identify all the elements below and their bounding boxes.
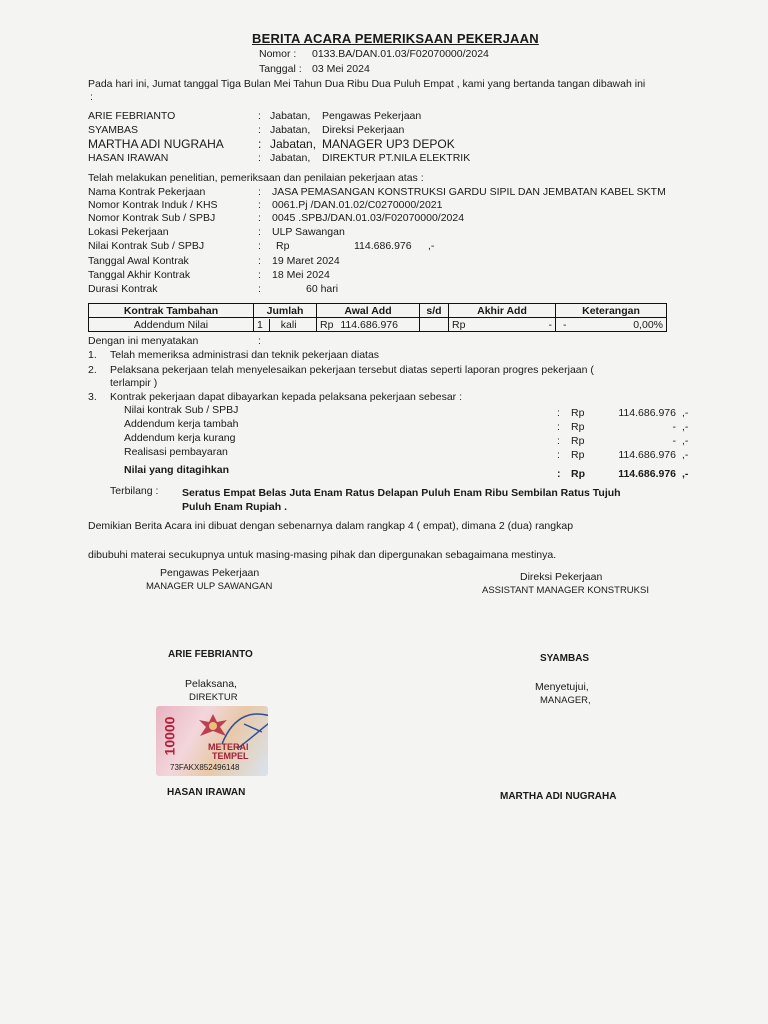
signer-name: ARIE FEBRIANTO xyxy=(88,110,176,122)
jumlah-unit: kali xyxy=(280,318,297,331)
signer-role: Direksi Pekerjaan xyxy=(322,124,405,136)
detail-value: JASA PEMASANGAN KONSTRUKSI GARDU SIPIL DAN JEMBATAN KABEL SKTM xyxy=(272,186,666,198)
detail-suffix: ,- xyxy=(428,240,435,252)
sig-bottom-left-name: HASAN IRAWAN xyxy=(167,787,246,798)
detail-value: 60 hari xyxy=(306,283,339,295)
akhir-currency: Rp xyxy=(452,318,466,331)
detail-value: 19 Maret 2024 xyxy=(272,255,340,267)
sig-bottom-left-role: Pelaksana, xyxy=(185,678,237,690)
sig-right-role: Direksi Pekerjaan xyxy=(520,571,603,583)
statement-intro: Dengan ini menyatakan xyxy=(88,335,199,347)
signer-label: Jabatan, xyxy=(270,137,317,151)
payment-value: 114.686.976 xyxy=(618,407,676,419)
detail-sep: : xyxy=(258,186,261,198)
detail-sep: : xyxy=(258,226,261,238)
sig-bottom-right-name: MARTHA ADI NUGRAHA xyxy=(500,791,617,802)
stamp-label-meterai: METERAI xyxy=(208,742,249,752)
statement-text-cont: terlampir ) xyxy=(110,377,158,389)
detail-label: Tanggal Awal Kontrak xyxy=(88,255,189,267)
payment-currency: Rp xyxy=(571,421,585,433)
payment-label: Addendum kerja kurang xyxy=(124,432,236,444)
table-row xyxy=(89,318,667,332)
payment-sep: : xyxy=(557,449,560,461)
detail-sep: : xyxy=(258,283,261,295)
intro-line: Pada hari ini, Jumat tanggal Tiga Bulan Mei Tahun Dua Ribu Dua Puluh Empat , kami yang bertanda tangan dibawah ini xyxy=(88,78,646,90)
table-cell-awal xyxy=(317,318,420,332)
signer-name: HASAN IRAWAN xyxy=(88,152,169,164)
signer-label: Jabatan, xyxy=(270,152,311,164)
detail-label: Nama Kontrak Pekerjaan xyxy=(88,186,206,198)
payment-sep: : xyxy=(557,468,561,480)
nomor-value: 0133.BA/DAN.01.03/F02070000/2024 xyxy=(312,48,489,60)
stamp-label-tempel: TEMPEL xyxy=(212,751,249,761)
sig-left-name: ARIE FEBRIANTO xyxy=(168,649,253,660)
sig-left-title: MANAGER ULP SAWANGAN xyxy=(146,581,273,592)
payment-sep: : xyxy=(557,435,560,447)
signer-sep: : xyxy=(258,152,261,164)
sig-left-role: Pengawas Pekerjaan xyxy=(160,567,260,579)
sig-right-name: SYAMBAS xyxy=(540,653,590,664)
signer-sep: : xyxy=(258,110,261,122)
nomor-label: Nomor : xyxy=(259,48,297,60)
jumlah-num: 1 xyxy=(257,319,270,331)
statement-text: Pelaksana pekerjaan telah menyelesaikan pekerjaan tersebut diatas seperti laporan progres pekerjaan ( xyxy=(110,364,594,376)
signer-name: SYAMBAS xyxy=(88,124,138,136)
detail-label: Nomor Kontrak Induk / KHS xyxy=(88,199,218,211)
statement-num: 3. xyxy=(88,391,97,403)
sig-right-title: ASSISTANT MANAGER KONSTRUKSI xyxy=(482,585,649,596)
detail-value: 0061.Pj /DAN.01.02/C0270000/2021 xyxy=(272,199,443,211)
detail-sep: : xyxy=(258,199,261,211)
payment-currency: Rp xyxy=(571,449,585,461)
signer-label: Jabatan, xyxy=(270,110,311,122)
statement-num: 2. xyxy=(88,364,97,376)
stamp-serial: 73FAKX852496148 xyxy=(170,763,240,772)
meterai-stamp xyxy=(156,706,268,776)
detail-sep: : xyxy=(258,240,261,252)
contract-table xyxy=(88,303,667,332)
closing-line2: dibubuhi materai secukupnya untuk masing-masing pihak dan dipergunakan sebagaimana mestinya. xyxy=(88,549,557,561)
table-header: Kontrak Tambahan xyxy=(89,304,254,318)
payment-value: 114.686.976 xyxy=(618,468,676,480)
details-intro: Telah melakukan penelitian, pemeriksaan dan penilaian pekerjaan atas : xyxy=(88,172,424,184)
closing-line1: Demikian Berita Acara ini dibuat dengan sebenarnya dalam rangkap 4 ( empat), dimana 2 (dua) rangkap xyxy=(88,520,574,532)
tanggal-label: Tanggal : xyxy=(259,63,302,75)
detail-amount: 114.686.976 xyxy=(354,240,412,252)
signer-role: MANAGER UP3 DEPOK xyxy=(322,137,455,151)
table-header-row xyxy=(89,304,667,318)
signer-role: DIREKTUR PT.NILA ELEKTRIK xyxy=(322,152,471,164)
detail-label: Tanggal Akhir Kontrak xyxy=(88,269,191,281)
payment-label: Nilai kontrak Sub / SPBJ xyxy=(124,404,239,416)
sig-bottom-right-title: MANAGER, xyxy=(540,695,591,706)
awal-currency: Rp xyxy=(320,318,334,331)
signer-label: Jabatan, xyxy=(270,124,311,136)
detail-label: Lokasi Pekerjaan xyxy=(88,226,169,238)
sig-bottom-left-title: DIREKTUR xyxy=(189,692,238,703)
payment-value: - xyxy=(672,435,676,447)
detail-label: Durasi Kontrak xyxy=(88,283,158,295)
intro-colon: : xyxy=(90,91,93,103)
document-title: BERITA ACARA PEMERIKSAAN PEKERJAAN xyxy=(252,31,539,46)
payment-suffix: ,- xyxy=(682,468,689,480)
detail-label: Nilai Kontrak Sub / SPBJ xyxy=(88,240,205,252)
signer-sep: : xyxy=(258,124,261,136)
statement-sep: : xyxy=(258,335,261,347)
table-cell-jumlah xyxy=(254,318,317,332)
signer-role: Pengawas Pekerjaan xyxy=(322,110,422,122)
payment-currency: Rp xyxy=(571,407,585,419)
payment-label: Addendum kerja tambah xyxy=(124,418,239,430)
signer-name: MARTHA ADI NUGRAHA xyxy=(88,137,224,151)
payment-suffix: ,- xyxy=(682,435,689,447)
detail-value: 0045 .SPBJ/DAN.01.03/F02070000/2024 xyxy=(272,212,465,224)
payment-currency: Rp xyxy=(571,435,585,447)
table-header: Keterangan xyxy=(556,304,667,318)
table-header: Awal Add xyxy=(317,304,420,318)
akhir-value: - xyxy=(548,318,552,331)
table-cell-akhir xyxy=(449,318,556,332)
detail-label: Nomor Kontrak Sub / SPBJ xyxy=(88,212,216,224)
table-header: Jumlah xyxy=(254,304,317,318)
detail-value: 18 Mei 2024 xyxy=(272,269,330,281)
statement-text: Telah memeriksa administrasi dan teknik pekerjaan diatas xyxy=(110,349,380,361)
terbilang-line2: Puluh Enam Rupiah . xyxy=(182,501,288,513)
payment-suffix: ,- xyxy=(682,407,689,419)
payment-currency: Rp xyxy=(571,468,585,480)
payment-suffix: ,- xyxy=(682,421,689,433)
signer-sep: : xyxy=(258,137,262,151)
table-cell-keterangan xyxy=(556,318,667,332)
stamp-denomination: 10000 xyxy=(161,716,178,756)
table-header: Akhir Add xyxy=(449,304,556,318)
table-header: s/d xyxy=(420,304,449,318)
payment-suffix: ,- xyxy=(682,449,689,461)
ket-dash: - xyxy=(563,318,567,331)
payment-label: Realisasi pembayaran xyxy=(124,446,228,458)
table-cell-sd xyxy=(420,318,449,332)
statement-text: Kontrak pekerjaan dapat dibayarkan kepada pelaksana pekerjaan sebesar : xyxy=(110,391,462,403)
payment-value: 114.686.976 xyxy=(618,449,676,461)
statement-num: 1. xyxy=(88,349,97,361)
detail-sep: : xyxy=(258,255,261,267)
detail-value: ULP Sawangan xyxy=(272,226,345,238)
payment-sep: : xyxy=(557,407,560,419)
awal-value: 114.686.976 xyxy=(340,318,398,331)
terbilang-line1: Seratus Empat Belas Juta Enam Ratus Delapan Puluh Enam Ribu Sembilan Ratus Tujuh xyxy=(182,487,621,499)
payment-label: Nilai yang ditagihkan xyxy=(124,464,230,476)
detail-sep: : xyxy=(258,212,261,224)
payment-value: - xyxy=(672,421,676,433)
detail-sep: : xyxy=(258,269,261,281)
tanggal-value: 03 Mei 2024 xyxy=(312,63,370,75)
sig-bottom-right-role: Menyetujui, xyxy=(535,681,589,693)
ket-value: 0,00% xyxy=(633,318,663,331)
terbilang-label: Terbilang : xyxy=(110,485,159,497)
table-cell-kontrak: Addendum Nilai xyxy=(89,318,254,332)
payment-sep: : xyxy=(557,421,560,433)
detail-currency: Rp xyxy=(276,240,290,252)
